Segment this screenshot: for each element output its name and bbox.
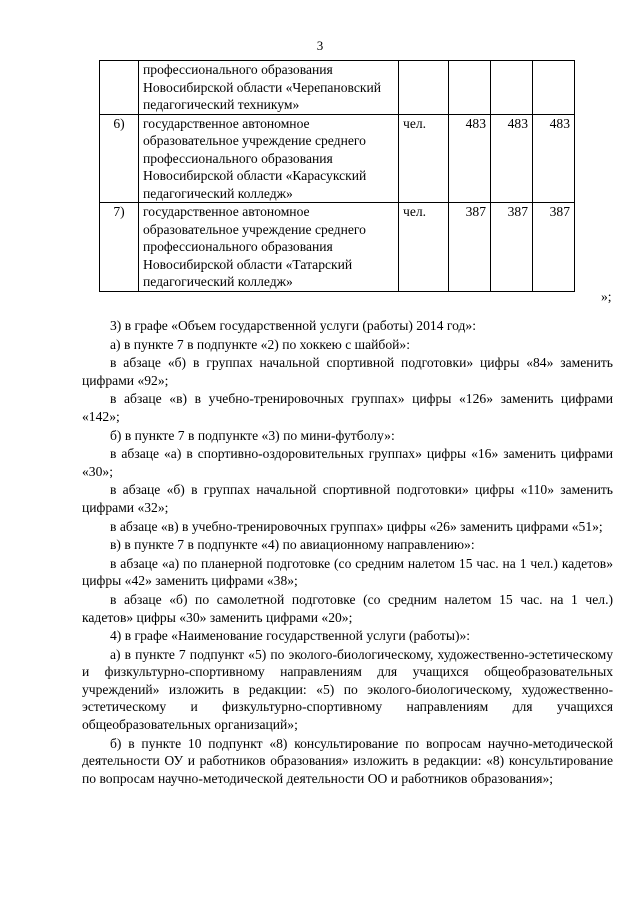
paragraph: в абзаце «б) в группах начальной спортивной подготовки» цифры «110» заменить цифрами «32»;	[82, 482, 613, 515]
paragraph: 3) в графе «Объем государственной услуги (работы) 2014 год»:	[110, 318, 476, 333]
table-row	[100, 61, 575, 115]
paragraph: в абзаце «в) в учебно-тренировочных группах» цифры «126» заменить цифрами «142»;	[82, 391, 613, 424]
paragraph: в абзаце «в) в учебно-тренировочных группах» цифры «26» заменить цифрами «51»;	[110, 518, 603, 534]
unit-cell: чел.	[399, 114, 449, 203]
table-row	[100, 114, 575, 203]
value-cell: 483	[449, 114, 491, 203]
value-cell	[533, 61, 575, 115]
value-cell: 483	[533, 114, 575, 203]
value-cell: 387	[533, 203, 575, 292]
row-number-cell: 6)	[100, 114, 139, 203]
value-cell: 483	[491, 114, 533, 203]
body-text	[82, 317, 613, 788]
paragraph: в абзаце «а) в спортивно-оздоровительных группах» цифры «16» заменить цифрами «30»;	[82, 446, 613, 479]
paragraph: в) в пункте 7 в подпункте «4) по авиационному направлению»:	[110, 537, 475, 553]
value-cell	[449, 61, 491, 115]
paragraph: а) в пункте 7 подпункт «5) по эколого-биологическому, художественно-эстетическому и физкультурно-спортивному направлениям для учащихся общеобразовательных учреждений» изложить в редакции: «5) по эколого-биологическому, художественно-эстетическому и физкультурно-спортивному направлениям для учащихся общеобразовательных организаций»;	[82, 646, 613, 733]
unit-cell: чел.	[399, 203, 449, 292]
value-cell	[491, 61, 533, 115]
paragraph: в абзаце «а) по планерной подготовке (со средним налетом 15 час. на 1 чел.) кадетов» цифры «42» заменить цифрами «38»;	[82, 555, 613, 589]
institutions-table	[99, 60, 575, 292]
value-cell: 387	[491, 203, 533, 292]
value-cell: 387	[449, 203, 491, 292]
institution-name-cell: государственное автономное образовательное учреждение среднего профессионального образования Новосибирской области «Татарский педагогический колледж»	[139, 203, 399, 292]
unit-cell	[399, 61, 449, 115]
institution-name-cell: государственное автономное образовательное учреждение среднего профессионального образования Новосибирской области «Карасукский педагогический колледж»	[139, 114, 399, 203]
paragraph: 4) в графе «Наименование государственной услуги (работы)»:	[110, 628, 471, 644]
table-end-mark: »;	[601, 289, 612, 304]
row-number-cell	[100, 61, 139, 115]
page-number: 3	[316, 38, 324, 53]
table-row	[100, 203, 575, 292]
institution-name-cell: профессионального образования Новосибирской области «Черепановский педагогический техникум»	[139, 61, 399, 115]
row-number-cell: 7)	[100, 203, 139, 292]
paragraph: в абзаце «б) по самолетной подготовке (со средним налетом 15 час. на 1 чел.) кадетов» цифры «30» заменить цифрами «20»;	[82, 591, 613, 625]
paragraph: б) в пункте 10 подпункт «8) консультирование по вопросам научно-методической деятельности ОУ и работников образования» изложить в редакции: «8) консультирование по вопросам научно-методической деятельности ОО и работников образования»;	[82, 735, 613, 786]
paragraph: б) в пункте 7 в подпункте «3) по мини-футболу»:	[110, 427, 395, 443]
paragraph: в абзаце «б) в группах начальной спортивной подготовки» цифры «84» заменить цифрами «92»;	[82, 355, 613, 388]
paragraph: а) в пункте 7 в подпункте «2) по хоккею с шайбой»:	[110, 336, 410, 352]
